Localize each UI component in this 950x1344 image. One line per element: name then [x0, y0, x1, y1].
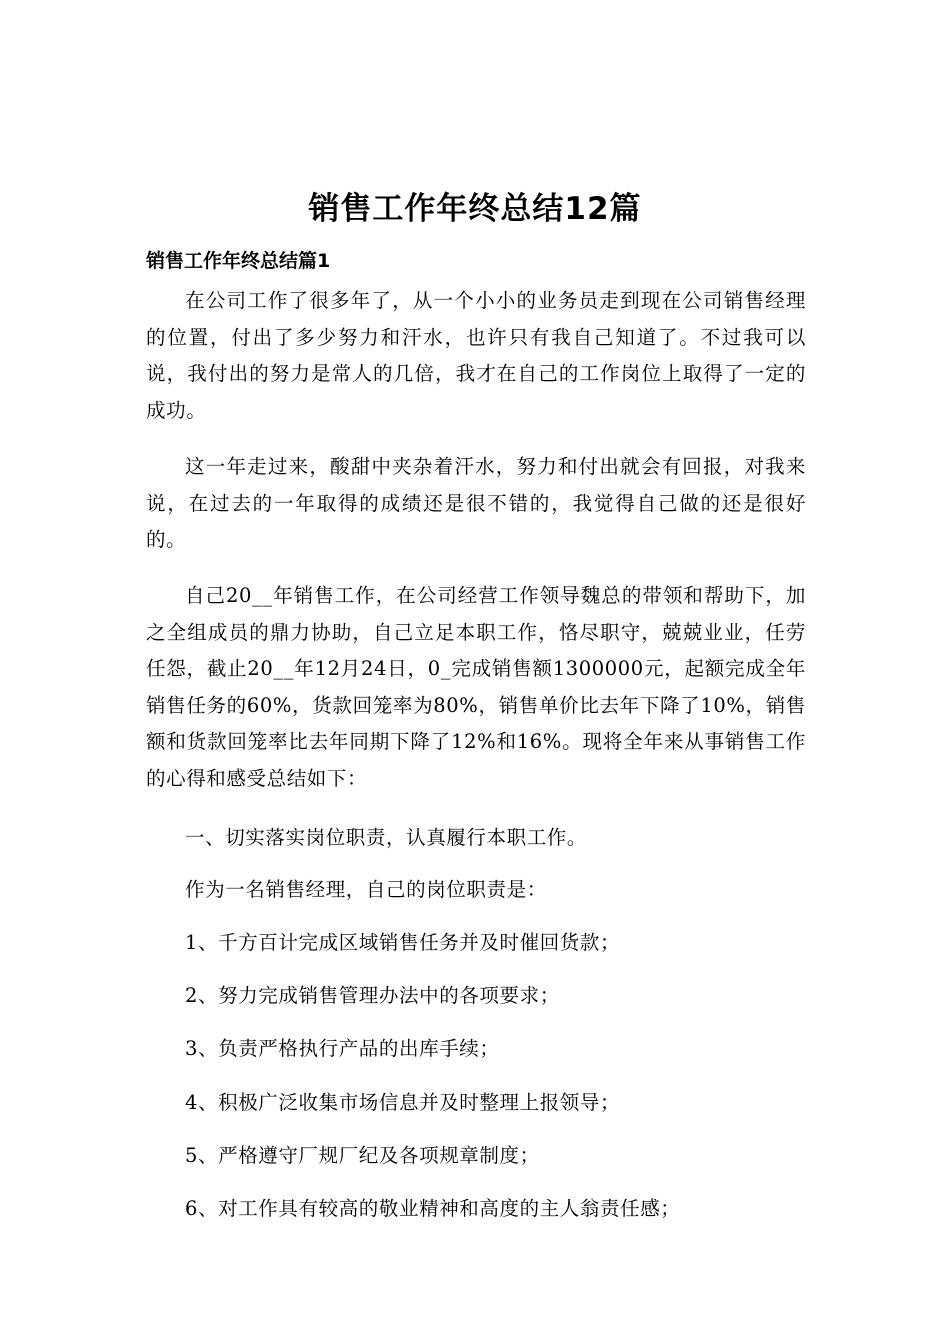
duties-intro: 作为一名销售经理，自己的岗位职责是： [185, 878, 547, 901]
duty-item: 5、严格遵守厂规厂纪及各项规章制度； [185, 1144, 540, 1167]
duty-item: 2、努力完成销售管理办法中的各项要求； [185, 984, 560, 1007]
duty-item: 3、负责严格执行产品的出库手续； [185, 1037, 500, 1060]
duty-item: 4、积极广泛收集市场信息并及时整理上报领导； [185, 1091, 621, 1114]
paragraph-intro: 在公司工作了很多年了，从一个小小的业务员走到现在公司销售经理的位置，付出了多少努力和汗水，也许只有我自己知道了。不过我可以说，我付出的努力是常人的几倍，我才在自己的工作岗位上取得了一定的成功。 [146, 289, 806, 422]
duty-item: 6、对工作具有较高的敬业精神和高度的主人翁责任感； [185, 1197, 681, 1220]
paragraph-sales-results: 自己20__年销售工作，在公司经营工作领导魏总的带领和帮助下，加之全组成员的鼎力协助，自己立足本职工作，恪尽职守，兢兢业业，任劳任怨，截止20__年12月24日，0_完成销售额1300000元，起额完成全年销售任务的60%，货款回笼率为80%，销售单价比去年下降了10%，销售额和货款回笼率比去年同期下降了12%和16%。现将全年来从事销售工作的心得和感受总结如下： [146, 584, 806, 790]
paragraph-year-review: 这一年走过来，酸甜中夹杂着汗水，努力和付出就会有回报，对我来说，在过去的一年取得的成绩还是很不错的，我觉得自己做的还是很好的。 [146, 455, 806, 551]
duty-item: 1、千方百计完成区域销售任务并及时催回货款； [185, 931, 621, 954]
point-one-heading: 一、切实落实岗位职责，认真履行本职工作。 [185, 826, 588, 849]
section-heading: 销售工作年终总结篇1 [146, 250, 331, 272]
document-title: 销售工作年终总结12篇 [308, 191, 642, 227]
